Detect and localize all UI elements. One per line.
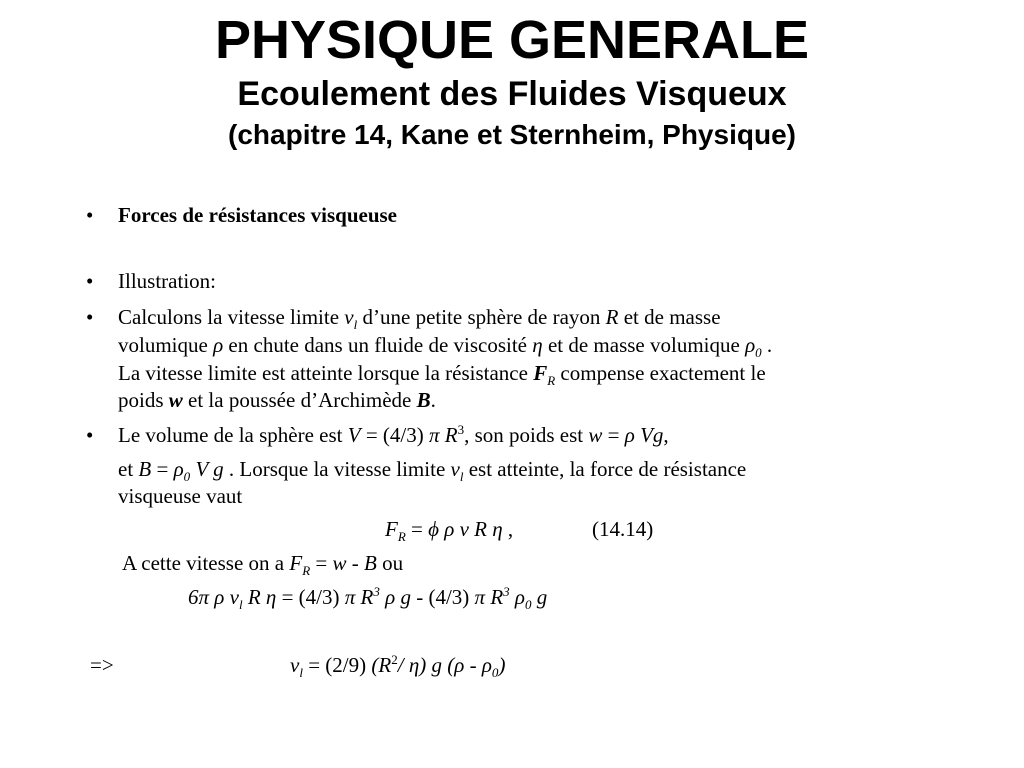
calc-line-3: La vitesse limite est atteinte lorsque la résistance $F_R$ compense exactement le	[118, 361, 766, 389]
volume-line-3: visqueuse vaut	[118, 484, 243, 508]
volume-line-1: Le volume de la sphère est V = (4/3) π $R^3$, son poids est w = ρ Vg,	[118, 422, 669, 447]
equilibrium-line: A cette vitesse on a $F_R = w - B$ ou	[122, 551, 404, 579]
bullet-marker: •	[86, 423, 94, 447]
slide-subtitle: Ecoulement des Fluides Visqueux	[237, 75, 787, 113]
result-arrow: =>	[90, 653, 114, 677]
bullet-marker: •	[86, 305, 94, 329]
volume-line-2: et $B = \rho_0$ V g . Lorsque la vitesse limite $v_l$ est atteinte, la force de résistance	[118, 457, 747, 485]
equation-14-14: $F_R = \phi$ ρ v R η ,	[385, 517, 514, 545]
force-balance-equation: 6π ρ $v_l$ R η = (4/3) π $R^3$ ρ g - (4/3) π $R^3$ $\rho_0$ g	[188, 584, 548, 613]
bullet-marker: •	[86, 203, 94, 227]
terminal-velocity-result: $v_l = (2/9)$ ($R^2/$ η) g $(\rho - \rho_0)$	[290, 652, 506, 681]
calc-line-1: Calculons la vitesse limite $v_l$ d’une petite sphère de rayon R et de masse	[118, 305, 721, 333]
equation-number: (14.14)	[592, 517, 654, 541]
illustration-label: Illustration:	[118, 269, 216, 293]
slide-source: (chapitre 14, Kane et Sternheim, Physique)	[228, 119, 796, 150]
calc-line-2: volumique ρ en chute dans un fluide de viscosité η et de masse volumique $\rho_0$ .	[118, 333, 773, 361]
slide-title: PHYSIQUE GENERALE	[214, 10, 810, 70]
bullet-marker: •	[86, 269, 94, 293]
forces-heading: Forces de résistances visqueuse	[118, 203, 397, 227]
calc-line-4: poids w et la poussée d’Archimède B.	[118, 388, 436, 412]
